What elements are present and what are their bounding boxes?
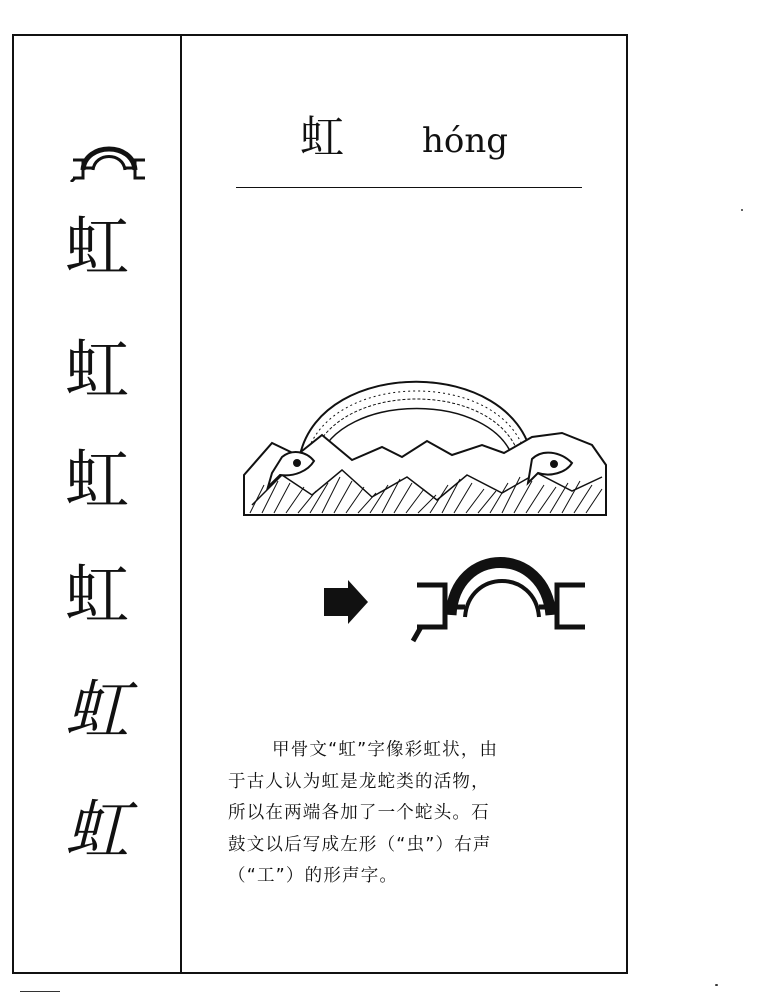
description-line: 甲骨文“虹”字像彩虹状，由 [272, 740, 499, 760]
entry-pinyin: hóng [422, 121, 509, 161]
entry-character: 虹 [300, 112, 344, 163]
description-line: （“工”）的形声字。 [228, 866, 399, 886]
script-form-clerical: 虹 [65, 559, 129, 633]
description-line: 于古人认为虹是龙蛇类的活物， [228, 771, 490, 792]
script-evolution-column [12, 34, 182, 974]
rainbow-dragon-illustration [242, 365, 608, 525]
character-description [228, 735, 593, 893]
script-form-bronze: 虹 [65, 211, 129, 285]
entry-header [236, 110, 582, 180]
oracle-bone-glyph-large [405, 537, 595, 647]
script-form-cursive: 虹 [65, 674, 129, 748]
script-form-stone-drum: 虹 [65, 334, 129, 408]
scan-speck [715, 984, 718, 986]
scan-speck [741, 209, 743, 211]
description-line: 鼓文以后写成左形（“虫”）右声 [228, 834, 492, 855]
description-line: 所以在两端各加了一个蛇头。石 [228, 803, 490, 823]
script-form-seal: 虹 [65, 444, 129, 518]
right-arrow-icon [322, 580, 370, 624]
scan-speck [20, 991, 60, 992]
oracle-bone-glyph-small [69, 134, 149, 182]
script-form-running: 虹 [65, 794, 129, 868]
title-underline [236, 187, 582, 188]
